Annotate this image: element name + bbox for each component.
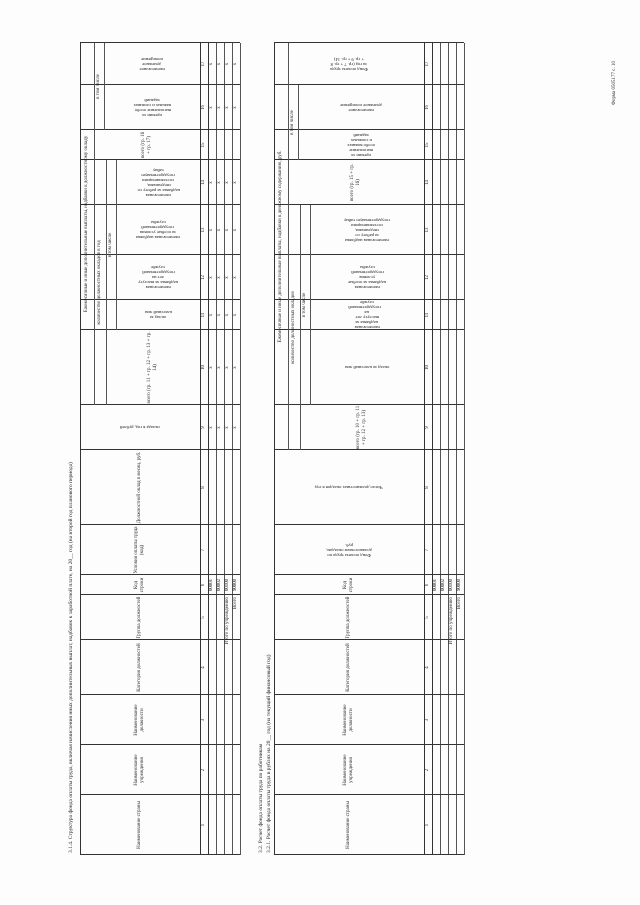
column-number: 15 [425,142,431,148]
hdr2-count-year: количество должностных окладов [291,291,297,364]
section2-subtitle: 3.2.1. Расчет фонда оплаты труда в рублях на 20__ год (на текущий финансовый год) [266,654,272,853]
hdr-salary-year-text: оклада в год, рублей [120,425,160,431]
row-code: 00001 [433,579,439,591]
hdr-c16 [104,85,200,130]
hdr-institution: Наименование учреждения [134,754,145,786]
row-code: 90000 [233,579,239,591]
cell-mark: x [209,313,215,317]
column-number: 6 [201,583,207,587]
hdr-group-extra: Ежемесячные и иные дополнительные выплаты, надбавки к должностному окладу [84,135,90,313]
row-code: 00002 [217,579,223,591]
column-number: 14 [425,180,431,185]
hdr2-c17 [274,43,424,85]
cell-mark: x [209,181,215,184]
hdr2-payroll [274,525,424,575]
hdr2-total: всего (гр. 10 + гр. 11 + гр. 12 + гр. 13) [356,405,367,450]
hdr-c17-text: ежемесячное денежное поощрение [139,56,165,72]
cell-mark: x [225,276,231,279]
cell-mark: x [233,181,239,184]
hdr-c15: всего (гр. 16 + гр. 17) [141,131,152,159]
cell-mark: x [209,62,215,66]
cell-mark: x [233,62,239,66]
hdr2-c12-text: ежемесячная надбавка за особые условия государственной службы [348,264,386,291]
row-label: Итого по учреждению [225,597,231,645]
hdr2-country: Наименование страны [346,801,352,849]
hdr2-payroll-text: Фонд оплаты труда по должностным окладам, руб. [326,542,372,558]
hdr2-in-that-2: в том числе [290,110,296,135]
column-number: 16 [201,105,207,110]
hdr2-position: Наименование должности [343,704,354,736]
column-number: 13 [425,227,431,233]
hdr2-c11 [310,300,424,330]
hdr-group: Группа должностей [137,596,143,639]
cell-mark: x [209,366,215,369]
hdr2-institution: Наименование учреждения [343,754,354,786]
hdr2-count [274,450,424,525]
cell-mark: x [233,313,239,317]
hdr-c11-text: оклад за классный чин [144,310,172,321]
column-number: 2 [425,768,431,772]
column-number: 12 [425,275,431,280]
cell-mark: x [233,106,239,109]
hdr-c13 [116,205,200,255]
cell-mark: x [209,426,215,429]
column-number: 5 [425,616,431,619]
column-number: 8 [425,486,431,489]
column-number: 1 [425,823,431,827]
cell-mark: x [225,426,231,429]
hdr-category: Категория должностей [137,643,143,692]
row-label: Всего [233,597,239,610]
hdr-c12 [116,255,200,300]
hdr-c16-text: премии за выполнение особо важных и сложных заданий [133,97,171,118]
cell-mark: x [225,366,231,369]
cell-mark: x [217,62,223,66]
cell-mark: x [217,313,223,317]
hdr-c17 [104,43,200,85]
row-code: 00001 [209,579,215,591]
hdr2-c17-text: Фонд оплаты труда за год (гр. 7 + гр. 8 + гр. 9 + гр. 14) [330,56,368,72]
hdr2-c10-text: оклад за классный чин [344,365,390,371]
cell-mark: x [217,228,223,232]
cell-mark: x [233,366,239,369]
column-number: 4 [425,666,431,669]
column-number: 11 [425,312,431,318]
cell-mark: x [209,228,215,232]
hdr2-in-that: в том числе [302,292,308,318]
hdr-c13-text: ежемесячная надбавка за особые условия государственной службы [135,219,181,241]
hdr2-c13-text: ежемесячная надбавка за работу со сведениями, составляющими государственную тайну [343,217,391,243]
cell-mark: x [225,62,231,66]
hdr2-c14: всего (гр. 15 + гр. 16) [350,163,361,202]
hdr2-c16-text: ежемесячное денежное поощрение [340,102,382,113]
hdr2-c12 [310,255,424,300]
cell-mark: x [209,106,215,109]
column-number: 16 [425,105,431,110]
hdr-salary-year [80,405,200,450]
hdr2-category: Категория должностей [346,643,352,692]
hdr-total: всего (гр. 11 + гр. 12 + гр. 13 + гр. 14) [147,331,158,404]
form-label: Форма 0505177 с. 10 [612,61,617,105]
hdr-c11 [116,300,200,330]
hdr2-group-extra: Ежемесячные и иные дополнительные выплаты, надбавки к денежному содержанию, руб. [278,150,284,343]
hdr-c14-text: ежемесячная надбавка за работу со сведениями, составляющими государственную тайну [136,167,180,198]
hdr-country: Наименование страны [137,801,143,849]
hdr-c12-text: ежемесячная надбавка за выслугу лет на государственной службе [138,264,178,291]
column-number: 12 [201,275,207,280]
cell-mark: x [225,313,231,317]
hdr-code: Код строки [134,577,145,593]
row-code: 00100 [225,579,231,591]
hdr-count: количество должностных окладов в год [97,240,103,325]
column-number: 14 [201,180,207,185]
row-code: 00002 [441,579,447,591]
hdr-in-that-2: в том числе [96,74,102,99]
cell-mark: x [217,366,223,369]
column-number: 11 [201,312,207,318]
row-rule [464,43,465,855]
column-number: 7 [201,548,207,552]
section2-title: 3.2. Расчет фонда оплаты труда по работникам [258,743,264,853]
cell-mark: x [233,228,239,232]
column-number: 2 [201,768,207,772]
hdr2-c13 [310,205,424,255]
hdr-c14 [116,160,200,205]
cell-mark: x [209,276,215,279]
hdr-salary: Должностной оклад в месяц, руб. [137,451,143,524]
column-number: 10 [425,365,431,370]
hdr2-group: Группа должностей [346,596,352,639]
column-number: 17 [201,61,207,67]
column-number: 9 [425,426,431,429]
hdr2-c15 [298,130,424,160]
column-number: 5 [201,616,207,619]
hdr-conditions: Условия оплаты труда (код) [134,526,145,574]
column-number: 1 [201,823,207,827]
cell-mark: x [217,426,223,429]
row-rule [240,43,241,855]
column-number: 4 [201,666,207,669]
hdr2-count-text: Число должностных окладов в год [315,485,383,491]
cell-mark: x [217,276,223,279]
cell-mark: x [233,276,239,279]
column-number: 13 [201,227,207,233]
column-number: 7 [425,548,431,552]
hdr2-c15-text: премии за выполнение особо важных и сложных заданий [347,132,375,158]
hdr2-c16 [298,85,424,130]
row-label: Всего [457,597,463,610]
column-number: 17 [425,61,431,67]
column-number: 3 [425,718,431,722]
column-number: 9 [201,426,207,429]
cell-mark: x [225,106,231,109]
hdr-position: Наименование должности [134,704,145,736]
row-code: 90000 [457,579,463,591]
cell-mark: x [217,106,223,109]
hdr-in-that: в том числе [108,232,114,258]
row-code: 00100 [449,579,455,591]
column-number: 8 [201,486,207,489]
cell-mark: x [217,181,223,184]
column-number: 3 [201,718,207,722]
column-number: 6 [425,583,431,587]
section1-title: 3.1.4. Структура фонда оплаты труда, включая начисления иных дополнительных выплат, надбавок к заработной плате, на 20__ год (на второй год планового периода) [68,462,74,853]
hdr2-code: Код строки [343,577,354,593]
hdr2-c10 [310,330,424,405]
cell-mark: x [233,426,239,429]
column-number: 15 [201,142,207,148]
hdr2-c11-text: ежемесячная надбавка за выслугу лет на государственной службе [348,300,381,330]
column-number: 10 [201,365,207,370]
row-label: Итого по учреждению [449,597,455,645]
cell-mark: x [225,228,231,232]
cell-mark: x [225,181,231,184]
